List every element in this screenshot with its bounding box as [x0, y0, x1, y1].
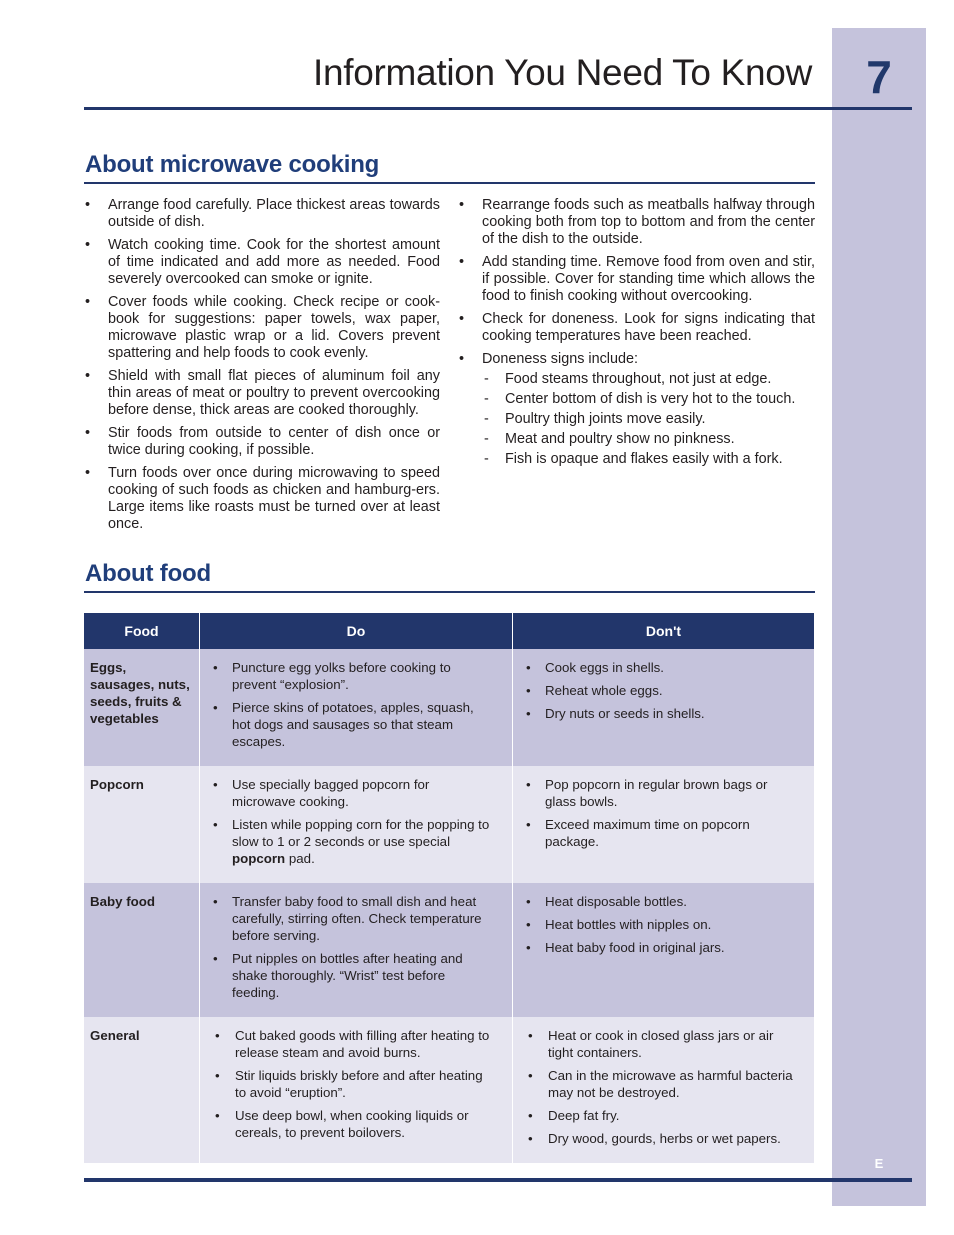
doneness-list — [482, 371, 815, 468]
doneness-label: Doneness signs include: — [482, 351, 638, 367]
dont-item: • Dry nuts or seeds in shells. — [519, 705, 808, 722]
do-cell — [200, 766, 513, 883]
doneness-item: - Fish is opaque and flakes easily with a fork. — [482, 451, 815, 468]
dont-item: • Deep fat fry. — [519, 1107, 808, 1124]
footer-rule — [84, 1178, 912, 1182]
column-header-food: Food — [84, 613, 200, 649]
microwave-tip: • Cover foods while cooking. Check recipe or cook-book for suggestions: paper towels, wax paper, microwave plastic wrap or a lid. Covers prevent spattering and help foods to cook evenly. — [85, 294, 440, 362]
do-item-text: Listen while popping corn for the popping to slow to 1 or 2 seconds or use special — [232, 817, 490, 849]
dont-item: • Can in the microwave as harmful bacteria may not be destroyed. — [519, 1067, 808, 1101]
table-row — [84, 1017, 814, 1163]
microwave-tip: • Shield with small flat pieces of aluminum foil any thin areas of meat or poultry to prevent overcooking before dense, thick areas are cooked thoroughly. — [85, 368, 440, 419]
food-heading-rule — [84, 591, 815, 593]
microwave-tip: • Turn foods over once during microwaving to speed cooking of such foods as chicken and hamburg-ers. Large items like roasts must be turned over at least once. — [85, 465, 440, 533]
microwave-tip: • Check for doneness. Look for signs indicating that cooking temperatures have been reached. — [459, 311, 815, 345]
do-item: • Pierce skins of potatoes, apples, squash, hot dogs and sausages so that steam escapes. — [206, 699, 506, 750]
language-marker: E — [874, 1156, 884, 1171]
microwave-tip: • Add standing time. Remove food from oven and stir, if possible. Cover for standing time which allows the food to finish cooking without overcooking. — [459, 254, 815, 305]
microwave-heading-rule — [84, 182, 815, 184]
dont-item: • Exceed maximum time on popcorn package. — [519, 816, 808, 850]
page-title: Information You Need To Know — [313, 52, 812, 93]
dont-item: • Dry wood, gourds, herbs or wet papers. — [519, 1130, 808, 1147]
microwave-tip: • Rearrange foods such as meatballs halfway through cooking both from top to bottom and from the center of the dish to the outside. — [459, 197, 815, 248]
food-heading: About food — [85, 560, 211, 587]
chapter-number: 7 — [866, 51, 892, 103]
microwave-heading: About microwave cooking — [85, 151, 380, 178]
microwave-tip: • Arrange food carefully. Place thickest areas towards outside of dish. — [85, 197, 440, 231]
do-item: • Stir liquids briskly before and after heating to avoid “eruption”. — [206, 1067, 506, 1101]
dont-cell — [513, 649, 815, 766]
do-item: • Put nipples on bottles after heating and shake thoroughly. “Wrist” test before feeding. — [206, 950, 506, 1001]
dont-cell — [513, 1017, 815, 1163]
doneness-item: - Food steams throughout, not just at edge. — [482, 371, 815, 388]
do-item: • Cut baked goods with filling after heating to release steam and avoid burns. — [206, 1027, 506, 1061]
do-item-text: pad. — [285, 851, 315, 866]
microwave-left-column — [85, 197, 440, 539]
do-item: • Transfer baby food to small dish and heat carefully, stirring often. Check temperature before serving. — [206, 893, 506, 944]
do-cell — [200, 883, 513, 1017]
do-cell — [200, 649, 513, 766]
dont-item: • Heat or cook in closed glass jars or air tight containers. — [519, 1027, 808, 1061]
food-name-cell: Baby food — [84, 883, 200, 1017]
chapter-sidebar — [832, 28, 926, 1206]
dont-item: • Pop popcorn in regular brown bags or glass bowls. — [519, 776, 808, 810]
do-item — [206, 816, 506, 867]
food-name-cell: General — [84, 1017, 200, 1163]
dont-cell — [513, 766, 815, 883]
do-cell — [200, 1017, 513, 1163]
doneness-item: - Poultry thigh joints move easily. — [482, 411, 815, 428]
do-item: • Use deep bowl, when cooking liquids or cereals, to prevent boilovers. — [206, 1107, 506, 1141]
dont-item: • Cook eggs in shells. — [519, 659, 808, 676]
table-row — [84, 766, 814, 883]
food-name-cell: Eggs, sausages, nuts, seeds, fruits & vegetables — [84, 649, 200, 766]
do-item: • Puncture egg yolks before cooking to prevent “explosion”. — [206, 659, 506, 693]
doneness-item: - Meat and poultry show no pinkness. — [482, 431, 815, 448]
dont-item: • Heat baby food in original jars. — [519, 939, 808, 956]
dont-item: • Reheat whole eggs. — [519, 682, 808, 699]
column-header-dont: Don't — [513, 613, 815, 649]
table-row — [84, 649, 814, 766]
column-header-do: Do — [200, 613, 513, 649]
do-item: • Use specially bagged popcorn for microwave cooking. — [206, 776, 506, 810]
microwave-tip: • Watch cooking time. Cook for the shortest amount of time indicated and add more as needed. Food severely overcooked can smoke or ignite. — [85, 237, 440, 288]
dont-item: • Heat disposable bottles. — [519, 893, 808, 910]
table-header-row — [84, 613, 814, 649]
food-name-cell: Popcorn — [84, 766, 200, 883]
do-item-emphasis: popcorn — [232, 851, 286, 866]
microwave-right-column — [459, 197, 815, 474]
food-table — [84, 613, 814, 1163]
dont-cell — [513, 883, 815, 1017]
doneness-signs — [459, 351, 815, 468]
title-rule — [84, 107, 912, 110]
dont-item: • Heat bottles with nipples on. — [519, 916, 808, 933]
table-row — [84, 883, 814, 1017]
doneness-item: - Center bottom of dish is very hot to the touch. — [482, 391, 815, 408]
microwave-tip: • Stir foods from outside to center of dish once or twice during cooking, if possible. — [85, 425, 440, 459]
